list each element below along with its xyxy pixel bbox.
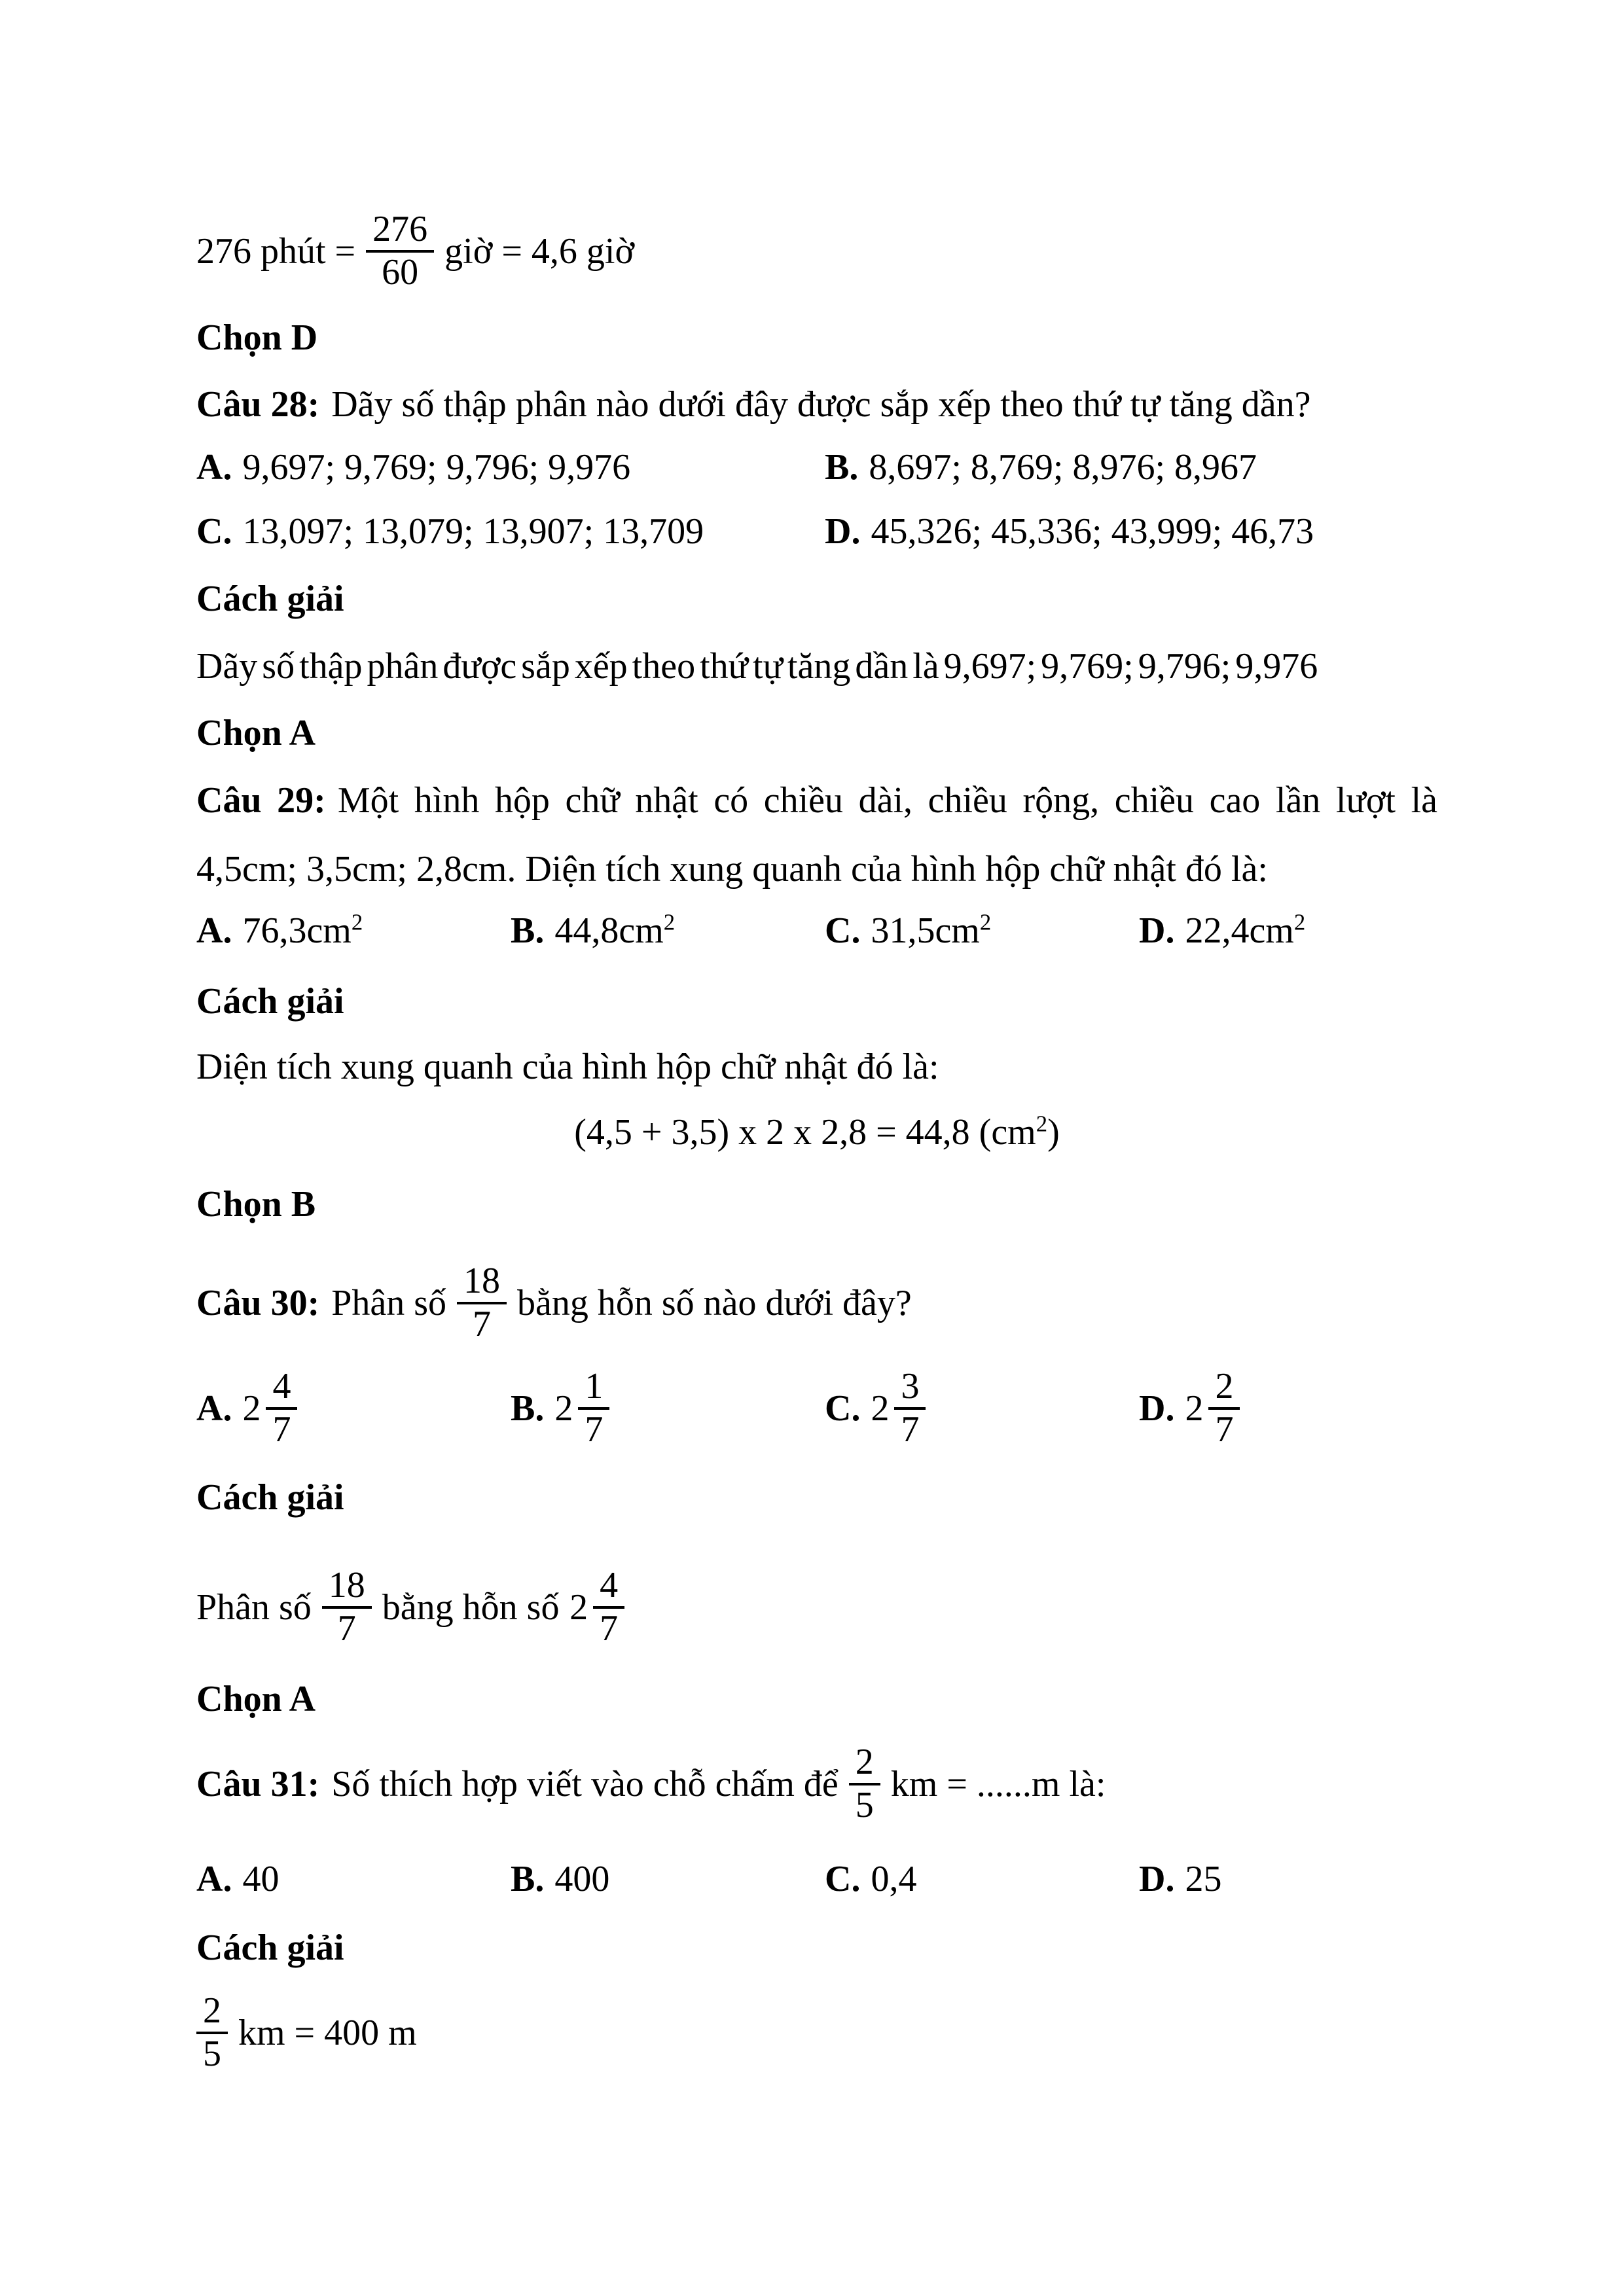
fraction [894,1367,926,1450]
fraction [266,1367,297,1450]
option-c [196,511,704,552]
mixed-number [871,1367,926,1450]
option-d [825,511,1314,552]
option-a [196,446,630,488]
whole-number: 2 [554,1388,573,1429]
option-key: D. [1139,1859,1175,1899]
q30-solution-line [196,1566,624,1649]
fraction-denominator: 7 [272,1409,291,1450]
option-text: 0,4 [871,1859,917,1899]
q29-question-line-1 [196,777,1437,825]
fraction [196,1991,228,2074]
q27-choice: Chọn D [196,317,318,358]
fraction-denominator: 7 [901,1409,920,1450]
option-key: A. [196,447,232,488]
q29-question-line-2: 4,5cm; 3,5cm; 2,8cm. Diện tích xung quanh của hình hộp chữ nhật đó là: [196,849,1268,889]
mixed-number [569,1566,624,1649]
mixed-number [242,1367,297,1450]
fraction-numerator: 2 [855,1742,874,1783]
fraction-denominator: 5 [855,1785,874,1825]
fraction-denominator: 60 [382,252,419,293]
q30-solution-pre: Phân số [196,1587,312,1628]
equation-close: ) [1047,1112,1060,1153]
q29-choice: Chọn B [196,1184,316,1225]
fraction-numerator: 4 [272,1366,291,1407]
q27-solution-pre: 276 phút = [196,231,356,272]
q31-solution-post: km = 400 m [238,2013,417,2053]
fraction-numerator: 2 [203,1990,221,2032]
option-key: B. [511,910,545,951]
option-a [196,1359,297,1458]
option-key: C. [825,1859,861,1899]
fraction-denominator: 7 [1215,1409,1234,1450]
q30-question-post: bằng hỗn số nào dưới đây? [517,1283,912,1323]
option-key: D. [825,511,861,552]
fraction-numerator: 18 [328,1565,365,1606]
q31-label: Câu 31: [196,1764,320,1804]
q30-options-row [196,1359,1437,1458]
option-b [511,910,675,952]
mixed-number [1185,1367,1240,1450]
superscript: 2 [663,909,676,935]
option-key: C. [825,910,861,951]
option-key: C. [825,1388,861,1429]
option-key: A. [196,1388,232,1429]
option-d [1139,1858,1221,1900]
option-key: B. [511,1388,545,1429]
fraction-denominator: 7 [473,1304,492,1344]
q29-label: Câu 29: [196,780,326,821]
fraction [593,1566,624,1649]
option-text: 22,4cm [1185,910,1294,951]
fraction-numerator: 18 [463,1261,501,1302]
q30-solution-mid: bằng hỗn số [382,1587,560,1628]
option-key: C. [196,511,232,552]
option-c [825,1359,926,1458]
option-text: 40 [242,1859,280,1899]
option-key: A. [196,1859,232,1899]
equation-body: (4,5 + 3,5) x 2 x 2,8 = 44,8 (cm [574,1112,1036,1153]
fraction-denominator: 5 [203,2034,221,2074]
option-text: 31,5cm [871,910,980,951]
option-b [825,446,1257,488]
fraction-denominator: 7 [600,1608,619,1649]
superscript: 2 [351,909,363,935]
option-c [825,1858,916,1900]
q28-question: Dãy số thập phân nào dưới đây được sắp xếp theo thứ tự tăng dần? [331,384,1311,425]
fraction-numerator: 4 [600,1565,619,1606]
q29-solution-text: Diện tích xung quanh của hình hộp chữ nhật đó là: [196,1047,939,1087]
fraction [849,1742,880,1825]
q28-question-line [196,381,1437,429]
q31-solution-line [196,1991,417,2075]
option-key: B. [825,447,859,488]
fraction [1208,1367,1240,1450]
fraction-denominator: 7 [337,1608,356,1649]
option-b [511,1858,609,1900]
q30-question-line [196,1261,912,1345]
q27-solution-line [196,209,634,293]
q31-solution-heading: Cách giải [196,1928,344,1968]
option-a [196,1858,279,1900]
q28-choice: Chọn A [196,713,316,753]
option-d [1139,1359,1240,1458]
fraction [366,209,434,293]
option-d [1139,910,1305,952]
q31-question-line [196,1742,1106,1826]
fraction [322,1566,372,1649]
q28-label: Câu 28: [196,384,320,425]
option-text: 13,097; 13,079; 13,907; 13,709 [242,511,704,552]
q29-solution-heading: Cách giải [196,981,344,1022]
q30-question-pre: Phân số [331,1283,447,1323]
option-text: 44,8cm [554,910,664,951]
fraction-denominator: 7 [585,1409,604,1450]
whole-number: 2 [569,1587,588,1628]
q31-question-pre: Số thích hợp viết vào chỗ chấm để [331,1764,839,1804]
q30-label: Câu 30: [196,1283,320,1323]
superscript: 2 [1036,1111,1048,1137]
mixed-number [554,1367,609,1450]
fraction-numerator: 2 [1215,1366,1234,1407]
option-text: 25 [1185,1859,1222,1899]
whole-number: 2 [242,1388,261,1429]
q31-options-row [196,1858,1437,1910]
fraction [578,1367,609,1450]
q29-options-row [196,910,1437,962]
option-c [825,910,991,952]
option-key: A. [196,910,232,951]
fraction-numerator: 3 [901,1366,920,1407]
option-text: 8,697; 8,769; 8,976; 8,967 [869,447,1257,488]
q27-solution-post: giờ = 4,6 giờ [444,231,635,272]
q29-question-part1: Một hình hộp chữ nhật có chiều dài, chiều rộng, chiều cao lần lượt là [337,780,1437,821]
option-key: D. [1139,910,1175,951]
option-b [511,1359,609,1458]
option-text: 400 [554,1859,610,1899]
fraction-numerator: 276 [372,209,428,250]
fraction [457,1261,507,1344]
q28-solution: Dãy số thập phân được sắp xếp theo thứ tự tăng dần là 9,697; 9,769; 9,796; 9,976 [196,646,1318,687]
q31-question-post: km = ......m là: [890,1764,1106,1804]
option-key: D. [1139,1388,1175,1429]
option-text: 9,697; 9,769; 9,796; 9,976 [242,447,631,488]
q28-options-row-2 [196,511,1437,563]
option-text: 76,3cm [242,910,352,951]
q28-options-row-1 [196,446,1437,499]
q30-choice: Chọn A [196,1679,316,1719]
whole-number: 2 [1185,1388,1204,1429]
superscript: 2 [1293,909,1306,935]
q29-equation [196,1109,1437,1157]
q28-solution-heading: Cách giải [196,579,344,619]
option-a [196,910,363,952]
option-text: 45,326; 45,336; 43,999; 46,73 [871,511,1314,552]
fraction-numerator: 1 [585,1366,604,1407]
option-key: B. [511,1859,545,1899]
whole-number: 2 [871,1388,890,1429]
superscript: 2 [979,909,992,935]
q30-solution-heading: Cách giải [196,1477,344,1518]
